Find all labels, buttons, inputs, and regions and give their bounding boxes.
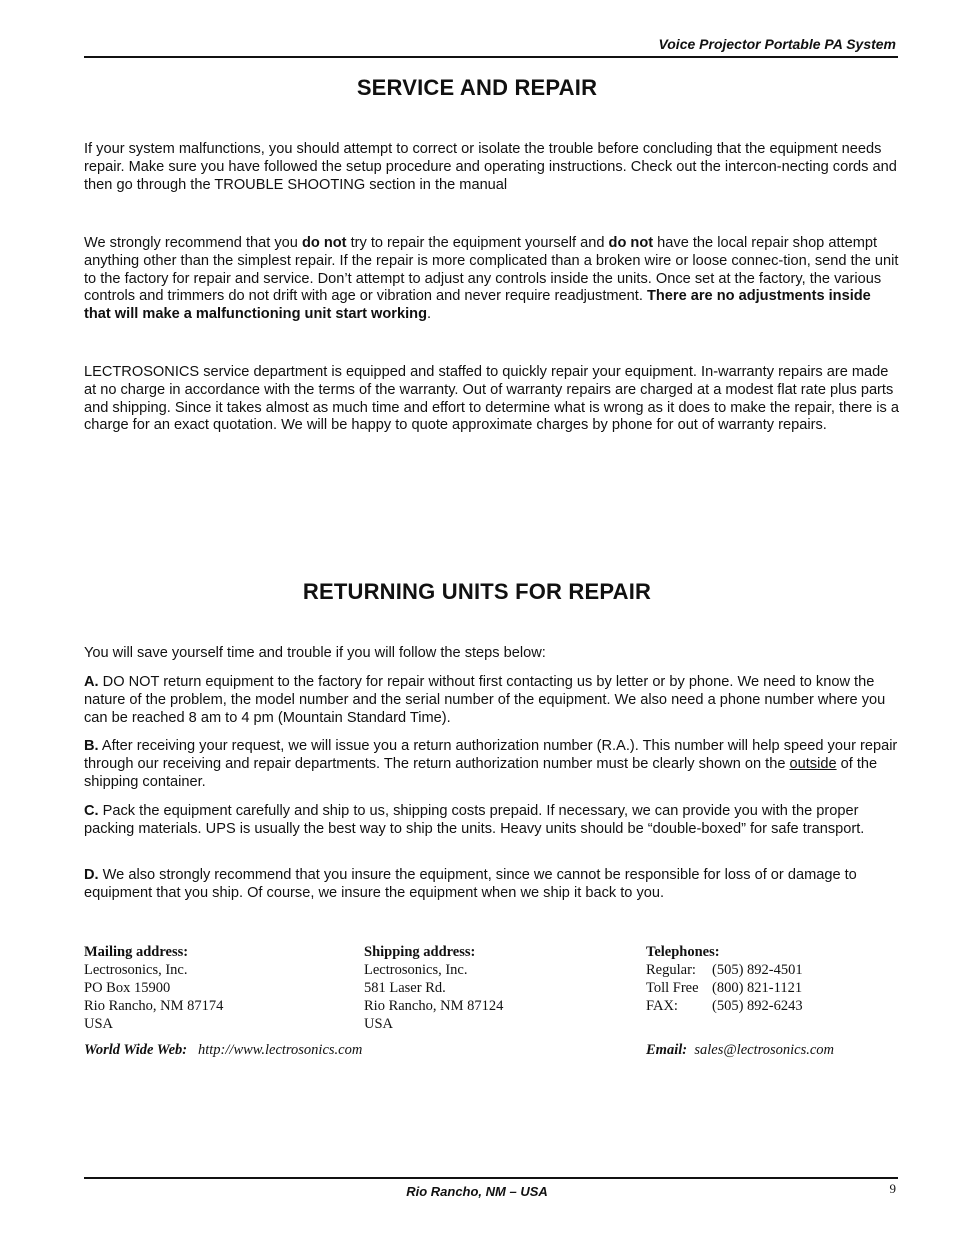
step-text: of the shipping container.: [84, 755, 878, 790]
step-c: [84, 803, 900, 839]
returning-intro: You will save yourself time and trouble if you will follow the steps below:: [84, 645, 546, 661]
email-label: Email:: [646, 1042, 688, 1058]
email-link[interactable]: sales@lectrosonics.com: [694, 1042, 834, 1058]
service-heading: SERVICE AND REPAIR: [356, 75, 598, 100]
step-b: [84, 738, 900, 791]
address-line: 581 Laser Rd.: [364, 980, 446, 996]
text-segment: have the local repair shop attempt anything other than the simplest repair. If the repair is more complicated than a broken wire or loose connec-tion, send the unit to the factory for repair and service. Don’t attempt to adjust any controls inside the units. Once set at the factory, the various controls and trimmers do not drift with age or vibration and never require readjustment.: [84, 235, 899, 305]
address-line: PO Box 15900: [84, 980, 171, 996]
running-header: Voice Projector Portable PA System: [658, 36, 896, 52]
step-label: A.: [84, 674, 99, 690]
mailing-address-title: Mailing address:: [84, 944, 189, 960]
phone-row: [646, 961, 803, 979]
address-line: Lectrosonics, Inc.: [364, 962, 468, 978]
underlined-outside: outside: [789, 755, 837, 772]
step-a: [84, 674, 900, 727]
text-segment: try to repair the equipment yourself and: [346, 235, 609, 251]
step-label: C.: [84, 803, 99, 819]
bold-do-not: do not: [608, 235, 654, 251]
telephones: [646, 943, 803, 1015]
shipping-address-title: Shipping address:: [364, 944, 476, 960]
header-rule: [84, 56, 898, 58]
mailing-address: [84, 943, 223, 1033]
bold-warning: There are no adjustments inside that will make a malfunctioning unit start working: [84, 288, 871, 323]
email: [646, 1042, 834, 1059]
step-d: [84, 867, 900, 903]
service-paragraph-3: LECTROSONICS service department is equipped and staffed to quickly repair your equipment. In-warranty repairs are made at no charge in accordance with the terms of the warranty. Out of warranty repairs are charged at a modest flat rate plus parts and shipping. Since it takes almost as much time and effort to determine what is wrong as it does to make the repair, there is a charge for an exact quotation. We will be happy to quote approximate charges by phone for out of warranty repairs.: [84, 364, 899, 434]
footer-rule: [84, 1177, 898, 1179]
website-link[interactable]: http://www.lectrosonics.com: [198, 1042, 363, 1058]
telephones-title: Telephones:: [646, 944, 720, 960]
website-label: World Wide Web:: [84, 1042, 188, 1058]
shipping-address: [364, 943, 503, 1033]
step-text: Pack the equipment carefully and ship to us, shipping costs prepaid. If necessary, we can provide you with the proper packing materials. UPS is usually the best way to ship the units. Heavy units should be “double-boxed” for safe transport.: [84, 803, 865, 837]
service-paragraph-1: If your system malfunctions, you should attempt to correct or isolate the trouble before concluding that the equipment needs repair. Make sure you have followed the setup procedure and operating instructions. Check out the intercon-necting cords and then go through the TROUBLE SHOOTING section in the manual: [84, 141, 897, 193]
address-line: USA: [364, 1016, 394, 1032]
step-text: We also strongly recommend that you insure the equipment, since we cannot be responsible for loss of or damage to equipment that you ship. Of course, we insure the equipment when we ship it back to you.: [84, 867, 857, 901]
footer-location: Rio Rancho, NM – USA: [406, 1184, 548, 1199]
phone-number: (505) 892-6243: [712, 998, 803, 1014]
address-line: USA: [84, 1016, 114, 1032]
step-text: DO NOT return equipment to the factory for repair without first contacting us by letter or by phone. We need to know the nature of the problem, the model number and the serial number of the equipment. We also need a phone number where you can be reached 8 am to 4 pm (Mountain Standard Time).: [84, 674, 886, 726]
address-line: Rio Rancho, NM 87124: [364, 998, 504, 1014]
bold-do-not: do not: [301, 235, 347, 251]
phone-label: Regular:: [646, 962, 696, 978]
page-number: 9: [889, 1181, 896, 1196]
website: [84, 1042, 362, 1059]
phone-label: FAX:: [646, 998, 678, 1014]
phone-row: [646, 997, 803, 1015]
phone-number: (800) 821-1121: [712, 980, 803, 996]
returning-heading: RETURNING UNITS FOR REPAIR: [302, 579, 652, 604]
phone-number: (505) 892-4501: [712, 962, 803, 978]
step-label: B.: [84, 738, 99, 754]
step-label: D.: [84, 867, 99, 883]
phone-row: [646, 979, 803, 997]
phone-label: Toll Free: [646, 980, 699, 996]
address-line: Rio Rancho, NM 87174: [84, 998, 224, 1014]
service-paragraph-2: [84, 235, 900, 324]
text-segment: We strongly recommend that you: [84, 235, 302, 251]
address-line: Lectrosonics, Inc.: [84, 962, 188, 978]
step-text: After receiving your request, we will issue you a return authorization number (R.A.). This number will help speed your repair through our receiving and repair departments. The return authorization number must be clearly shown on the: [84, 738, 898, 772]
text-segment: .: [427, 306, 432, 323]
